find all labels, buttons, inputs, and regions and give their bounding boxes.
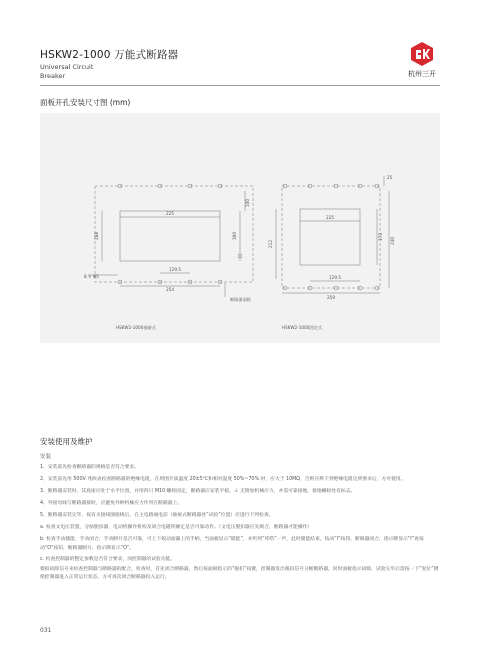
header-divider xyxy=(40,85,440,86)
right-dim-25: 25 xyxy=(387,175,393,180)
left-dim-100: 100 xyxy=(245,199,250,207)
panel-cutout-diagram xyxy=(40,113,440,343)
page-subtitle-line1: Universal Circuit xyxy=(40,63,94,71)
left-dim-288: 288 xyxy=(94,232,99,240)
install-steps xyxy=(40,464,440,586)
left-cutout-rect xyxy=(120,211,220,261)
install-step-1: 1、安装前先检查断路器的规格是否符合要求。 xyxy=(40,465,139,470)
left-dim-300: 300 xyxy=(232,232,237,240)
brand-logo xyxy=(404,42,440,82)
left-dim-254: 254 xyxy=(166,287,174,292)
left-dim-225: 225 xyxy=(166,211,174,216)
install-subsection-title: 安装 xyxy=(40,454,52,460)
install-step-4: 4、外接母线与断路器接时，应避免外种机械应力作用在断路器上。 xyxy=(40,500,183,506)
right-dim-259: 259 xyxy=(327,295,335,300)
install-check-c: c. 检查控制器的整定参数是否符合要求，而控制器的试验功能。 xyxy=(40,557,176,563)
install-step-5: 5、断路器安装完毕，按有关接线图接线后，在主电路通电前（抽屉式断路器处“试验”位置）应进行下列检查。 xyxy=(40,512,274,518)
right-mounting-outline xyxy=(282,186,380,288)
left-caption: HSKW2-1000抽屉式 xyxy=(116,325,156,330)
page-number: 031 xyxy=(40,627,52,634)
left-hole-label: 8 × Φ5 xyxy=(84,274,99,279)
install-section-title: 安装使用及维护 xyxy=(40,437,93,446)
right-dim-129-5: 129.5 xyxy=(329,275,341,280)
diagram-section-title: 面板开孔安装尺寸图 (mm) xyxy=(40,98,131,107)
right-dim-225: 225 xyxy=(326,215,334,220)
right-dim-212: 212 xyxy=(268,240,273,248)
brand-logo-icon xyxy=(411,42,433,66)
right-dim-173: 173 xyxy=(378,233,383,241)
install-check-a: a. 检查文电压装置，分励脱扣器，电动机操作机构及闭合电磁铁额定是否可靠动作。（文电压脱扣器应先吸合，断路器才能操作） xyxy=(40,524,313,530)
page-title: HSKW2-1000 万能式断路器 xyxy=(40,49,179,61)
install-step-2: 2、安装前先用 500V 兆欧表检查断路器的绝缘电阻，在周围介质温度 20±5℃和相对湿度 50%~70% 时，应大于 10MΩ，否则应烘干到绝缘电阻达到要求后，方可使用。 xyxy=(40,476,406,482)
panel-label: 断路器面板 xyxy=(230,297,251,302)
brand-name: 杭州三开 xyxy=(408,70,436,78)
install-step-3: 3、断路器安装时，其底座应处于水平位置，并用四只 M10 螺栓固定，断路器应安装平稳。⏚ 无附加机械应力，并需可靠接地，接地螺栓处有标志。 xyxy=(40,488,356,494)
diagram-drawing xyxy=(40,113,440,343)
install-check-c-detail: 模拟故障信号来检查控制器与断路器的配合，检查时，首先闭合断路器，然后按面板指示的“脱扣”按键，控制器发出脱扣信号分断断路器，同时面板指示故障，试验完毕后需按一下“复位”键使控制器进入正常运行状态，方可再次闭合断路器投入运行。 xyxy=(40,566,439,581)
left-dim-129-5: 129.5 xyxy=(169,267,181,272)
install-check-b: b. 检查手动储能，手动闭合，手动断开是否可靠，可上下扳动面漏上的手柄，当面板显示“储能”，并听到“咔嗒”一声，此时储能结束。按动“I”按钮，断路器闭合，指示牌显示“I”再按动“O”按钮，断路器断开，指示牌显示“O”。 xyxy=(40,536,424,551)
right-caption: HSKW2-1000固定式 xyxy=(282,325,322,330)
page-subtitle-line2: Breaker xyxy=(40,72,66,80)
right-dim-240: 240 xyxy=(390,237,395,245)
